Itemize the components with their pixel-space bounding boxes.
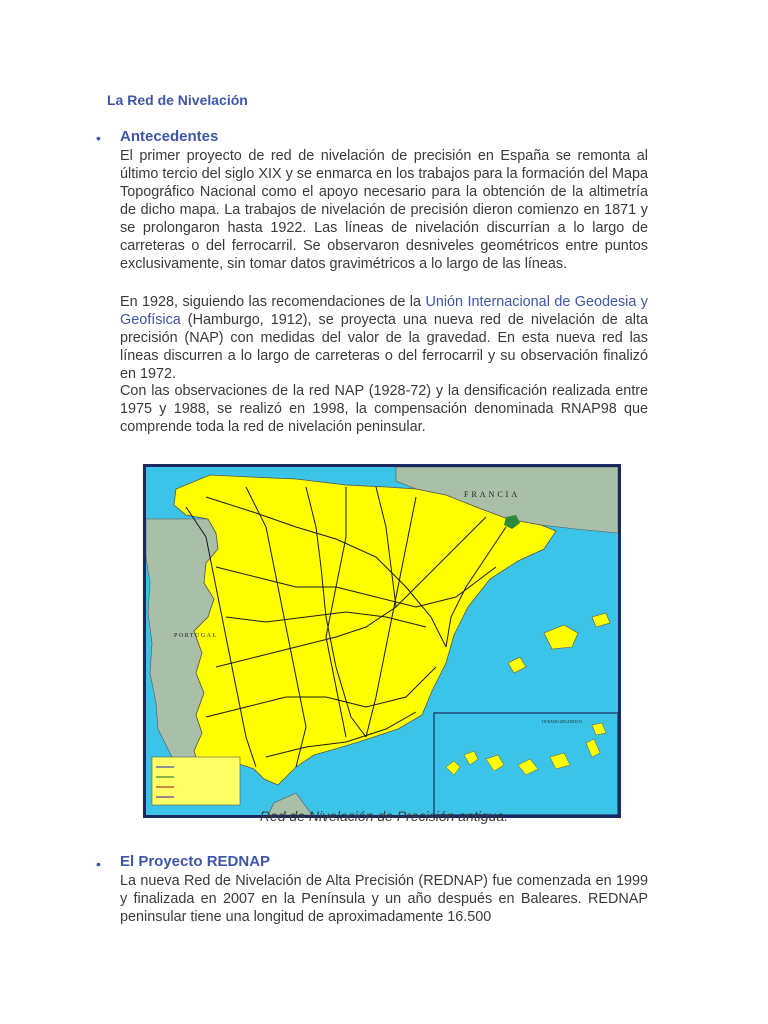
canarias-island [446,723,606,775]
bullet-icon: • [96,130,101,146]
paragraph-text: (Hamburgo, 1912), se proyecta una nueva red de nivelación de alta precisión (NAP) con medidas del valor de la gravedad. En esta nueva red las líneas discurren a lo largo de carreteras o del ferrocarril y su observación finalizó en 1972. [120,312,648,382]
paragraph-rednap-1: La nueva Red de Nivelación de Alta Precisión (REDNAP) fue comenzada en 1999 y finalizada en 2007 en la Península y un año después en Baleares. REDNAP peninsular tiene una longitud de aproximadamente 16.500 [120,873,648,925]
francia-label: FRANCIA [464,490,521,499]
legend-box [152,757,240,805]
menorca-island [592,613,610,627]
section-heading-rednap: El Proyecto REDNAP [120,853,271,870]
map-svg [146,467,618,815]
leveling-network-map [143,464,621,818]
paragraph-antecedentes-3: Con las observaciones de la red NAP (1928-72) y la densificación realizada entre 1975 y 1988, se realizó en 1998, la compensación denominada RNAP98 que comprende toda la red de nivelación peninsular. [120,383,648,435]
page-title: La Red de Nivelación [107,92,248,108]
atlantico-label: OCEANO ATLANTICO [542,719,582,724]
portugal-label: PORTUGAL [174,633,218,639]
paragraph-antecedentes-1: El primer proyecto de red de nivelación de precisión en España se remonta al último tercio del siglo XIX y se enmarca en los trabajos para la formación del Mapa Topográfico Nacional como el apoyo necesario para la obtención de la altimetría de dicho mapa. La trabajos de nivelación de precisión dieron comienzo en 1871 y se prolongaron hasta 1922. Las líneas de nivelación discurrían a lo largo de carreteras o del ferrocarril. Se observaron desniveles geométricos entre puntos exclusivamente, sin tomar datos gravimétricos a lo largo de las líneas. [120,148,648,272]
figure-caption: Red de Nivelación de Precisión antigua. [259,808,509,824]
paragraph-text: En 1928, siguiendo las recomendaciones de la [120,294,426,310]
map-legend [152,757,240,805]
ibiza-island [508,657,526,673]
mallorca-island [544,625,578,649]
section-heading-antecedentes: Antecedentes [120,128,219,145]
spain-region [174,475,556,785]
bullet-icon: • [96,856,101,872]
paragraph-antecedentes-2 [120,293,648,383]
iugg-link[interactable]: Unión Internacional de Geodesia y Geofísica [120,294,648,328]
